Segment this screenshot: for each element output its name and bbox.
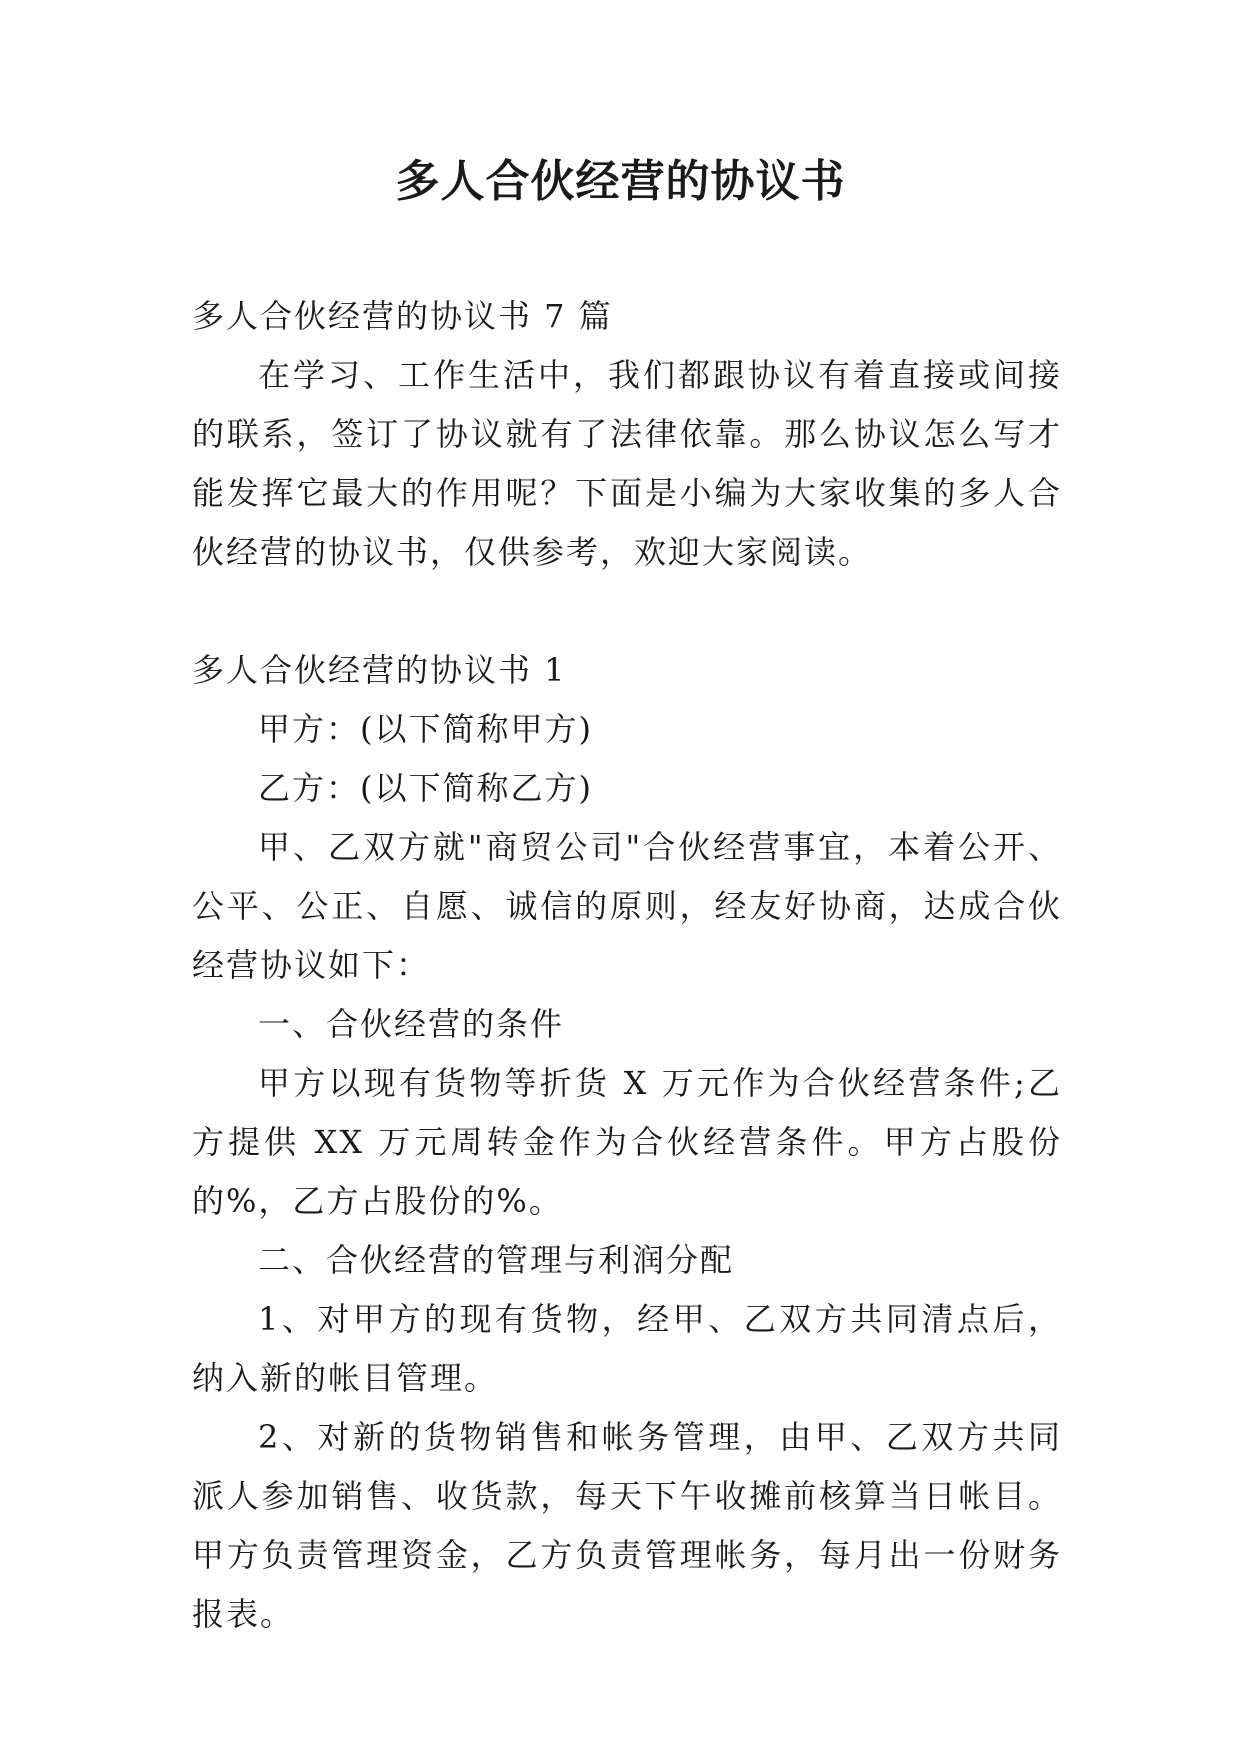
clause-2-item-1: 1、对甲方的现有货物，经甲、乙双方共同清点后，纳入新的帐目管理。: [192, 1300, 1062, 1397]
party-b-line: 乙方：(以下简称乙方): [258, 769, 593, 807]
intro-paragraph: 在学习、工作生活中，我们都跟协议有着直接或间接的联系，签订了协议就有了法律依靠。那么协议怎么写才能发挥它最大的作用呢？下面是小编为大家收集的多人合伙经营的协议书，仅供参考，欢迎大家阅读。: [192, 356, 1062, 571]
document-body: [192, 287, 1062, 1644]
clause-2-item-2: 2、对新的货物销售和帐务管理，由甲、乙双方共同派人参加销售、收货款，每天下午收摊前核算当日帐目。甲方负责管理资金，乙方负责管理帐务，每月出一份财务报表。: [192, 1418, 1062, 1633]
clause-1-title: 一、合伙经营的条件: [258, 1005, 565, 1043]
paragraph-gap: [192, 582, 1062, 641]
clause-2-title: 二、合伙经营的管理与利润分配: [258, 1241, 735, 1279]
main-heading: 多人合伙经营的协议书 7 篇: [192, 297, 613, 335]
party-a-line: 甲方：(以下简称甲方): [258, 710, 593, 748]
clause-1-text: 甲方以现有货物等折货 X 万元作为合伙经营条件;乙方提供 XX 万元周转金作为合伙经营条件。甲方占股份的%，乙方占股份的%。: [192, 1064, 1062, 1220]
section-heading: 多人合伙经营的协议书 1: [192, 651, 567, 689]
document-title: 多人合伙经营的协议书: [395, 156, 846, 207]
preamble-paragraph: 甲、乙双方就"商贸公司"合伙经营事宜，本着公开、公平、公正、自愿、诚信的原则，经友好协商，达成合伙经营协议如下：: [192, 828, 1062, 984]
